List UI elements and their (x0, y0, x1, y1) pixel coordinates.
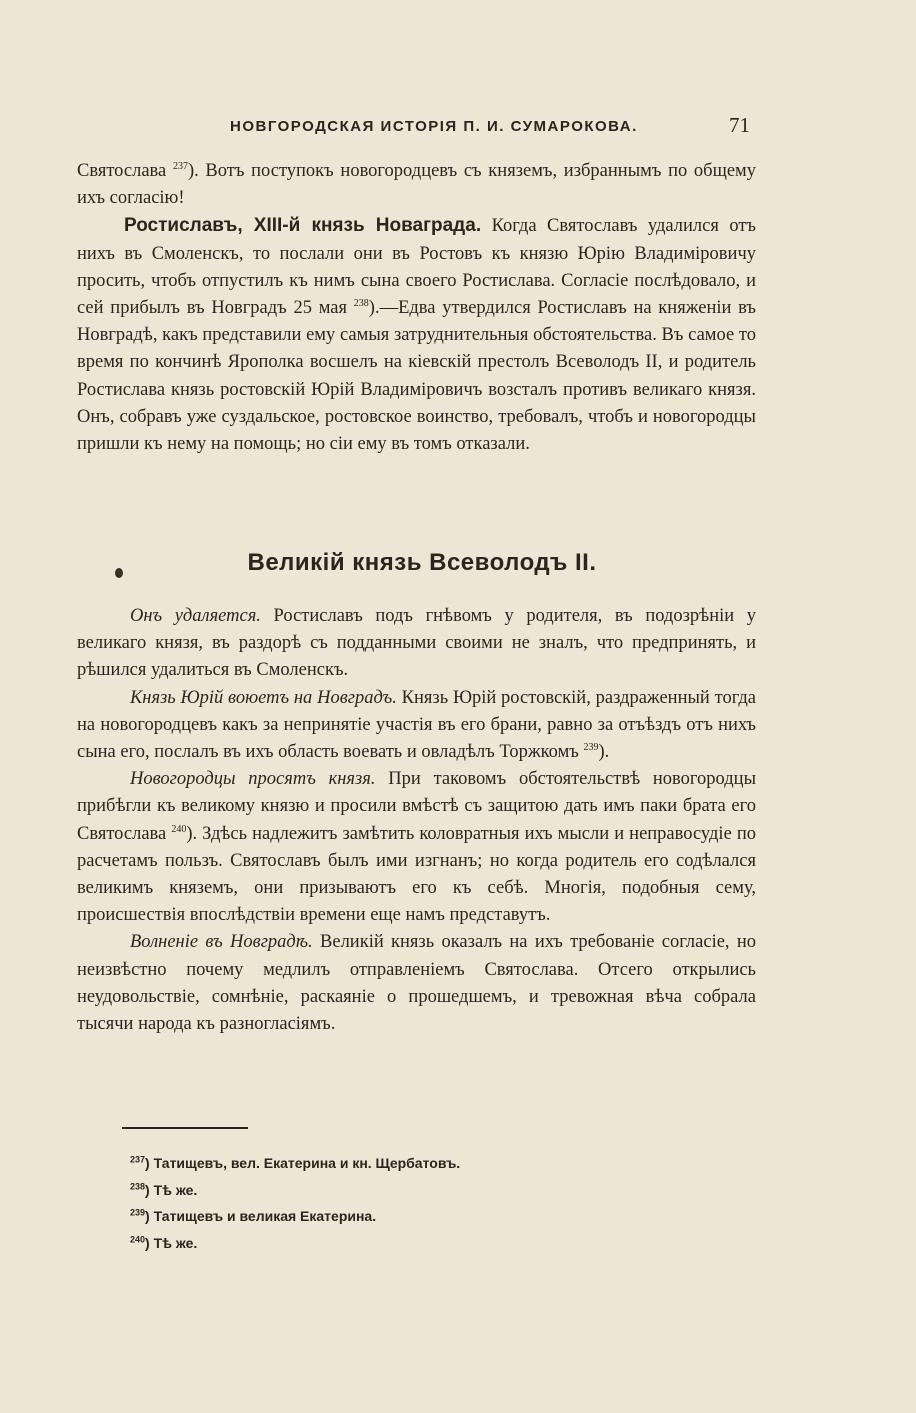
paragraph (77, 212, 756, 458)
footnote-ref: 239 (583, 741, 599, 753)
paragraph-text: При таковомъ обстоятельствѣ новогородцы прибѣгли къ великому князю и просили вмѣстѣ съ защитою дать имъ паки брата его Святослава (77, 769, 756, 844)
paragraph-text: Когда Святославъ удалился отъ нихъ въ Смоленскъ, то послали они въ Ростовъ къ князю Юрію Владиміровичу просить, чтобъ отпустилъ къ нимъ сына своего Ростислава. Согласіе послѣдовало, и сей прибылъ въ Новградъ 25 мая (77, 216, 756, 319)
footnote-text: ) Тѣ же. (145, 1234, 198, 1251)
paragraph (77, 929, 756, 1038)
paragraph-text: Ростиславъ подъ гнѣвомъ у родителя, въ подозрѣніи у великаго князя, въ раздорѣ съ подданными своими не зналъ, что предпринять, и рѣшился удалиться въ Смоленскъ. (77, 606, 756, 681)
footnote-text: ) Татищевъ и великая Екатерина. (145, 1208, 377, 1224)
page-number: 71 (729, 113, 750, 137)
paragraph-lead: Волненіе въ Новградѣ. (130, 932, 313, 953)
paragraph-text: Святослава (77, 161, 173, 181)
paragraph-text: ). (598, 742, 610, 763)
paragraph-lead: Ростиславъ, XIII-й князь Новаграда. (124, 215, 482, 237)
paragraph (77, 685, 756, 767)
footnote-mark: 239 (130, 1207, 146, 1218)
section-title (0, 549, 916, 577)
paragraph (77, 603, 756, 685)
body-text-bottom (77, 603, 756, 1038)
footnotes (130, 1150, 730, 1256)
paragraph-text: ).—Едва утвердился Ростиславъ на княженіи въ Новградѣ, какъ представили ему самыя затруднительныя обстоятельства. Въ самое то время по кончинѣ Ярополка восшелъ на кіевскій престолъ Всеволодъ II, и родитель Ростислава князь ростовскій Юрій Владиміровичъ возсталъ противъ великаго князя. Онъ, собравъ уже суздальское, ростовское воинство, требовалъ, чтобъ и новогородцы пришли къ нему на помощь; но сіи ему въ томъ отказали. (77, 298, 756, 455)
footnote-ref: 238 (353, 297, 369, 309)
paragraph-text: ). Вотъ поступокъ новогородцевъ съ княземъ, избраннымъ по общему ихъ согласію! (77, 161, 757, 209)
paragraph (77, 766, 756, 929)
footnote (130, 1177, 730, 1204)
running-title: НОВГОРОДСКАЯ ИСТОРІЯ П. И. СУМАРОКОВА. (230, 118, 638, 135)
paragraph-lead: Новогородцы просятъ князя. (130, 769, 376, 790)
footnote (130, 1203, 730, 1230)
footnote-mark: 238 (130, 1180, 146, 1191)
section-title-text: Великій князь Всеволодъ II. (247, 549, 597, 576)
footnote (130, 1150, 730, 1177)
footnote-mark: 240 (130, 1233, 146, 1244)
footnote-divider (122, 1127, 248, 1129)
body-text-top (77, 158, 756, 458)
paragraph-lead: Онъ удаляется. (130, 606, 261, 626)
footnote-ref: 237 (172, 160, 188, 172)
footnote-ref: 240 (171, 823, 187, 835)
footnote-mark: 237 (130, 1154, 146, 1165)
paragraph-text: ). Здѣсь надлежитъ замѣтить коловратныя ихъ мысли и неправосудіе по расчетамъ пользъ. Святославъ былъ ими изгнанъ; но когда родитель его содѣлался великимъ княземъ, они призываютъ его къ себѣ. Многія, подобныя сему, происшествія впослѣдствіи времени еще намъ представутъ. (77, 823, 756, 926)
footnote-text: ) Тѣ же. (145, 1181, 198, 1198)
footnote (130, 1230, 730, 1257)
paragraph-text: Князь Юрій ростовскій, раздраженный тогда на новогородцевъ какъ за непринятіе участія въ его брани, равно за отъѣздъ отъ нихъ сына его, послалъ въ ихъ область воевать и овладѣлъ Торжкомъ (77, 687, 757, 763)
paragraph (77, 158, 756, 212)
paragraph-lead: Князь Юрій воюетъ на Новградъ. (130, 687, 397, 708)
footnote-text: ) Татищевъ, вел. Екатерина и кн. Щербатовъ. (145, 1155, 461, 1171)
paragraph-text: Великій князь оказалъ на ихъ требованіе согласіе, но неизвѣстно почему медлилъ отправленіемъ Святослава. Отсего открылись неудовольствіе, сомнѣніе, раскаяніе о прошедшемъ, и тревожная вѣча собрала тысячи народа къ разногласіямъ. (77, 932, 756, 1035)
